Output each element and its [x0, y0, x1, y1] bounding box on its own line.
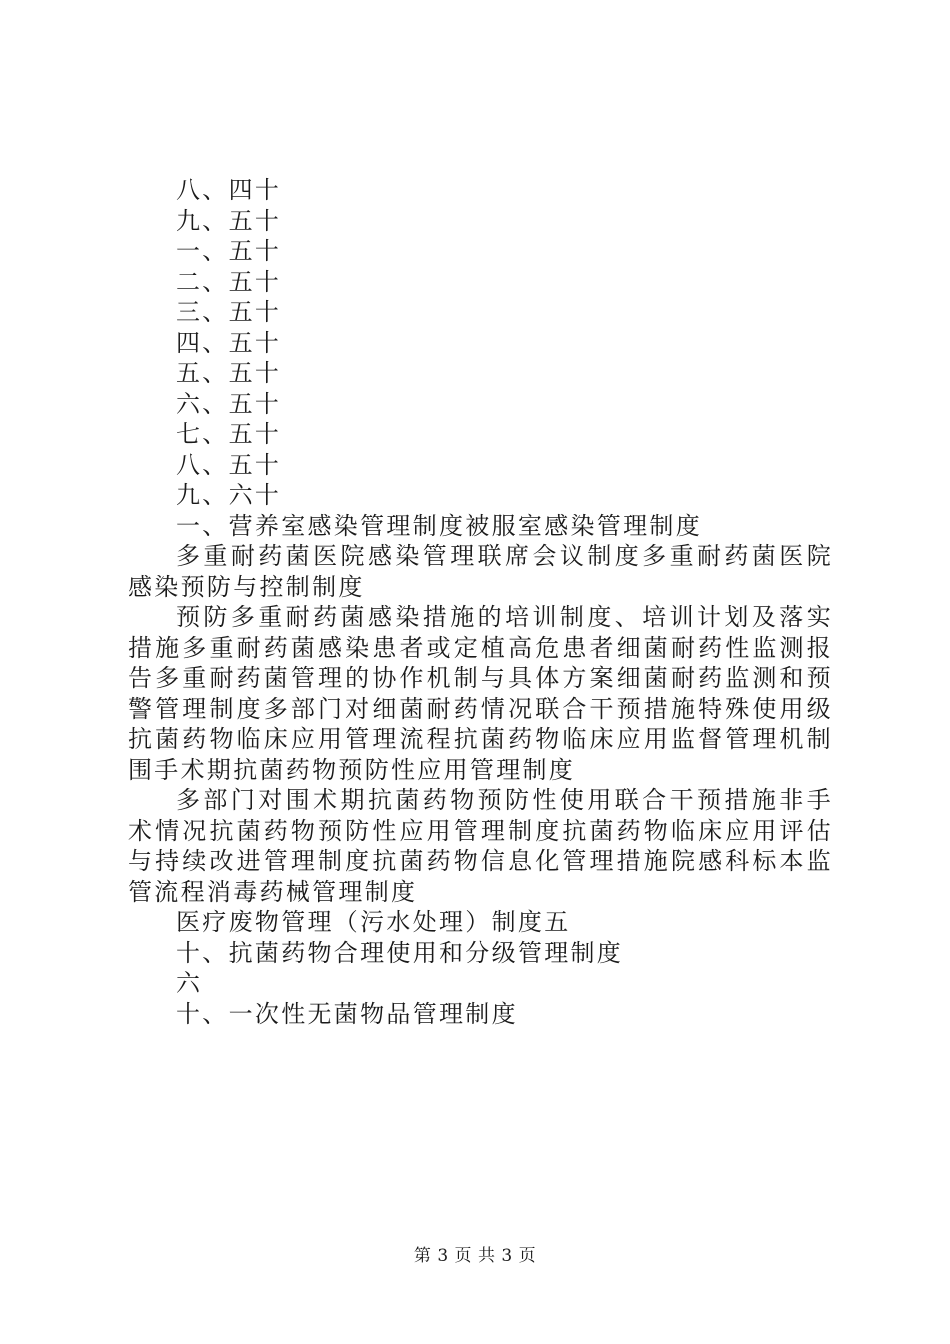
list-item: 一、营养室感染管理制度被服室感染管理制度: [176, 511, 702, 540]
document-body: [128, 175, 833, 1029]
list-item: 九、五十: [176, 206, 282, 235]
list-item: 六: [176, 969, 203, 997]
body-paragraph: 预防多重耐药菌感染措施的培训制度、培训计划及落实措施多重耐药菌感染患者或定植高危患者细菌耐药性监测报告多重耐药菌管理的协作机制与具体方案细菌耐药监测和预警管理制度多部门对细菌耐药情况联合干预措施特殊使用级抗菌药物临床应用管理流程抗菌药物临床应用监督管理机制围手术期抗菌药物预防性应用管理制度: [128, 603, 833, 784]
list-item: 八、五十: [176, 450, 282, 479]
list-item: 十、一次性无菌物品管理制度: [176, 999, 518, 1028]
list-item: 医疗废物管理（污水处理）制度五: [176, 908, 571, 936]
list-item: 六、五十: [176, 389, 282, 418]
body-paragraph: 多重耐药菌医院感染管理联席会议制度多重耐药菌医院感染预防与控制制度: [128, 542, 833, 601]
list-item: 十、抗菌药物合理使用和分级管理制度: [176, 938, 624, 967]
list-item: 四、五十: [176, 328, 282, 357]
list-item: 三、五十: [176, 298, 282, 326]
list-item: 二、五十: [176, 267, 282, 296]
list-item: 一、五十: [176, 237, 282, 265]
list-item: 八、四十: [176, 176, 282, 204]
list-item: 五、五十: [176, 359, 282, 387]
page-number-footer: 第 3 页 共 3 页: [413, 1246, 537, 1266]
list-item: 九、六十: [176, 481, 282, 509]
body-paragraph: 多部门对围术期抗菌药物预防性使用联合干预措施非手术情况抗菌药物预防性应用管理制度抗菌药物临床应用评估与持续改进管理制度抗菌药物信息化管理措施院感科标本监管流程消毒药械管理制度: [128, 786, 833, 906]
list-item: 七、五十: [176, 420, 282, 448]
